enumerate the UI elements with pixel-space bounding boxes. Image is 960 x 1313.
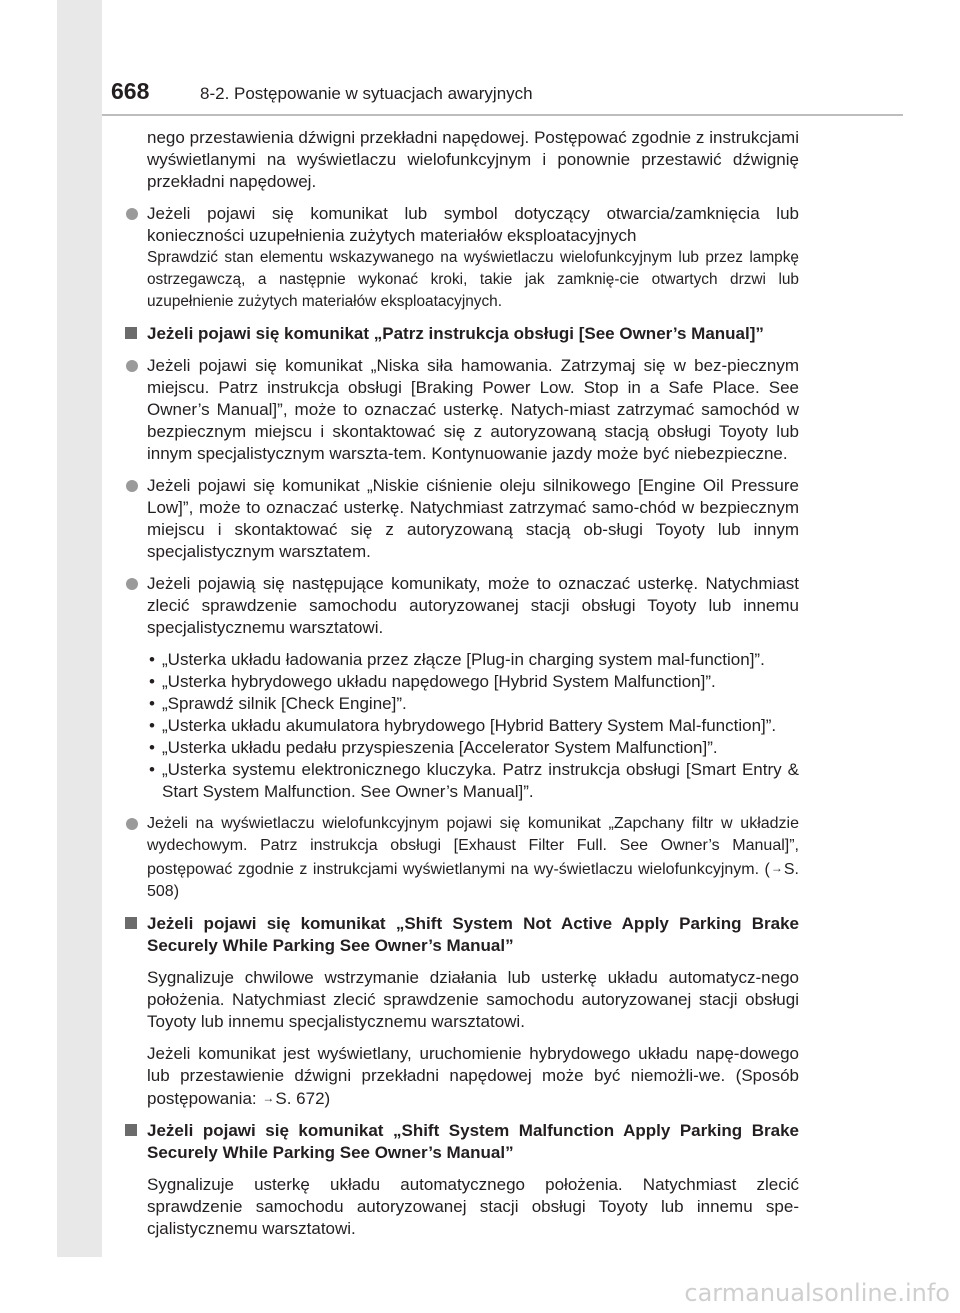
round-bullet-icon [126, 818, 138, 830]
page-content [122, 127, 799, 1240]
paragraph: Sygnalizuje usterkę układu automatycznego położenia. Natychmiast zlecić sprawdzenie samochodu autoryzowanej stacji obsługi Toyoty lub innemu spe-cjalistycznemu warsztatowi. [147, 1175, 799, 1238]
list-item: • „Usterka systemu elektronicznego kluczyka. Patrz instrukcja obsługi [Smart Entry & Start System Malfunction. See Owner’s Manual]”. [149, 760, 799, 801]
heading-shift-system-not-active [122, 913, 799, 957]
bullet-text: Jeżeli pojawi się komunikat „Niska siła hamowania. Zatrzymaj się w bez-piecznym miejscu. Patrz instrukcja obsługi [Braking Power Low. Stop in a Safe Place. See Owner’s Manual]”, może to oznaczać usterkę. Natych-miast zatrzymać samochód w bezpiecznym miejscu i skontaktować się z autoryzowaną stacją obsługi Toyoty lub innym specjalistycznym warszta-tem. Kontynuowanie jazdy może być niebezpieczne. [147, 356, 799, 463]
bullet-consumables [122, 203, 799, 313]
list-item: • „Sprawdź silnik [Check Engine]”. [149, 694, 407, 713]
heading-shift-system-malfunction [122, 1120, 799, 1164]
watermark: carmanualsonline.info [684, 1279, 950, 1307]
bullet-text: Sprawdzić stan elementu wskazywanego na wyświetlaczu wielofunkcyjnym lub przez lampkę ostrzegawczą, a następnie wykonać kroki, takie jak zamknię-cie otwartych drzwi lub uzupełnienie zużytych materiałów eksploatacyjnych. [147, 249, 799, 310]
list-bullet: • [149, 738, 155, 757]
bullet-exhaust-filter [122, 813, 799, 903]
list-bullet: • [149, 760, 155, 779]
arrow-right-icon: → [770, 861, 783, 875]
paragraph: Sygnalizuje chwilowe wstrzymanie działania lub usterkę układu automatycz-nego położenia. Natychmiast zlecić sprawdzenie samochodu autoryzowanej stacji obsługi Toyoty lub innemu specjalistycznemu warsztatowi. [147, 968, 799, 1031]
bullet-braking-power [122, 355, 799, 465]
square-bullet-icon [125, 1124, 137, 1136]
round-bullet-icon [126, 208, 138, 220]
heading-text: Jeżeli pojawi się komunikat „Shift System Malfunction Apply Parking Brake Securely While Parking See Owner’s Manual” [147, 1121, 799, 1162]
bullet-text: Jeżeli pojawi się komunikat „Niskie ciśnienie oleju silnikowego [Engine Oil Pressure Low]”, może to oznaczać usterkę. Natychmiast zatrzymać samo-chód w bezpiecznym miejscu i skontaktować się z autoryzowaną stacją ob-sługi Toyoty lub innym specjalistycznym warsztatem. [147, 476, 799, 561]
bullet-oil-pressure [122, 475, 799, 563]
bullet-title: Jeżeli pojawi się komunikat lub symbol dotyczący otwarcia/zamknięcia lub konieczności uzupełnienia zużytych materiałów eksploatacyjnych [147, 204, 799, 245]
round-bullet-icon [126, 480, 138, 492]
square-bullet-icon [125, 327, 137, 339]
list-item: • „Usterka układu ładowania przez złącze [Plug-in charging system mal-function]”. [149, 650, 765, 669]
list-bullet: • [149, 694, 155, 713]
bullet-text: Jeżeli pojawią się następujące komunikaty, może to oznaczać usterkę. Natychmiast zlecić sprawdzenie samochodu autoryzowanej stacji obsługi Toyoty lub innemu specjalistycznemu warsztatowi. [147, 574, 799, 637]
page-reference: S. 508) [147, 861, 799, 900]
bullet-following-messages [122, 573, 799, 639]
arrow-right-icon: → [262, 1091, 275, 1105]
page-sidebar [57, 0, 102, 1257]
heading-see-owners-manual [122, 323, 799, 345]
section-title: 8-2. Postępowanie w sytuacjach awaryjnych [200, 84, 533, 103]
list-item: • „Usterka hybrydowego układu napędowego [Hybrid System Malfunction]”. [149, 672, 716, 691]
list-item: • „Usterka układu pedału przyspieszenia [Accelerator System Malfunction]”. [149, 738, 718, 757]
list-bullet: • [149, 672, 155, 691]
intro-paragraph: nego przestawienia dźwigni przekładni napędowej. Postępować zgodnie z instrukcjami wyświetlanymi na wyświetlaczu wielofunkcyjnym i ponownie przestawić dźwignię przekładni napędowej. [147, 128, 799, 191]
heading-text: Jeżeli pojawi się komunikat „Patrz instrukcja obsługi [See Owner’s Manual]” [147, 324, 764, 343]
message-list [122, 649, 799, 803]
list-bullet: • [149, 716, 155, 735]
header-divider [102, 114, 903, 116]
list-bullet: • [149, 650, 155, 669]
list-item: • „Usterka układu akumulatora hybrydowego [Hybrid Battery System Mal-function]”. [149, 716, 777, 735]
paragraph: Jeżeli komunikat jest wyświetlany, uruchomienie hybrydowego układu napę-dowego lub przestawienie dźwigni przekładni napędowej może być niemożli-we. (Sposób postępowania: →S. 672) [147, 1044, 799, 1108]
round-bullet-icon [126, 360, 138, 372]
heading-text: Jeżeli pojawi się komunikat „Shift System Not Active Apply Parking Brake Securely While Parking See Owner’s Manual” [147, 914, 799, 955]
page-reference: S. 672) [275, 1089, 331, 1108]
round-bullet-icon [126, 578, 138, 590]
square-bullet-icon [125, 917, 137, 929]
bullet-text: Jeżeli na wyświetlaczu wielofunkcyjnym pojawi się komunikat „Zapchany filtr w układzie wydechowym. Patrz instrukcja obsługi [Exhaust Filter Full. See Owner’s Manual]”, postępować zgodnie z instrukcjami wyświetlanymi na wy-świetlaczu wielofunkcyjnym. (→S. 508) [147, 815, 799, 900]
page-number: 668 [111, 78, 150, 104]
